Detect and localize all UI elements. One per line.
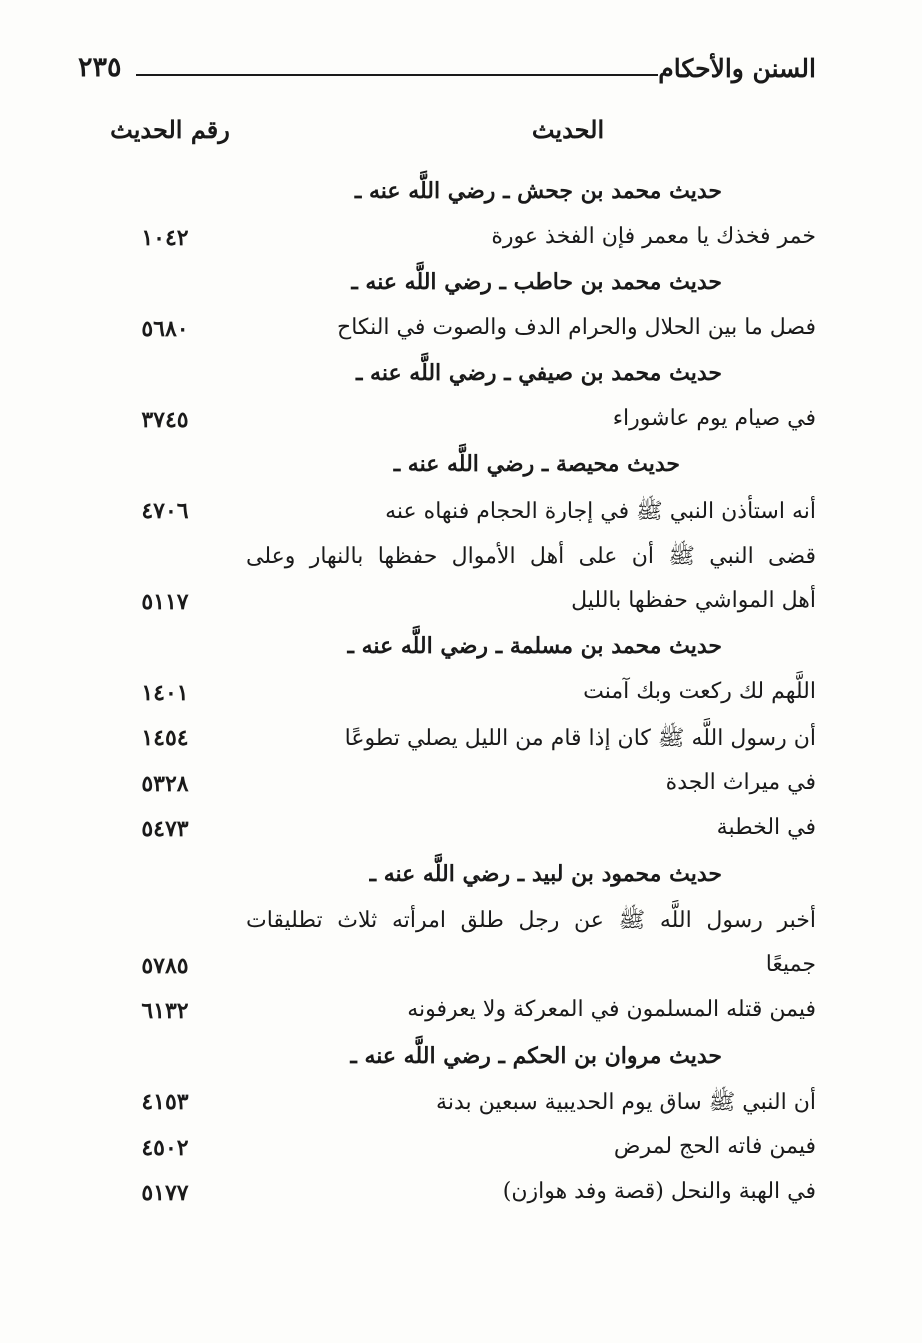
hadith-number: ٤١٥٣ [141,1089,189,1115]
section-heading-text: حديث محمود بن لبيد ـ رضي اللَّه عنه ـ [369,860,722,887]
hadith-number: ٥٤٧٣ [141,816,189,842]
hadith-text: جميعًا [765,951,816,977]
hadith-text: فيمن قتله المسلمون في المعركة ولا يعرفونه [407,997,816,1022]
hadith-text: في الهبة والنحل (قصة وفد هوازن) [502,1179,816,1204]
hadith-number: ٥٧٨٥ [141,952,189,979]
section-heading-text: حديث محمد بن حاطب ـ رضي اللَّه عنه ـ [351,269,722,295]
hadith-number: ١٠٤٢ [141,224,189,251]
running-title: السنن والأحكام [658,54,816,83]
hadith-text: في صيام يوم عاشوراء [612,405,816,431]
hadith-text: أخبر رسول اللَّه ﷺ عن رجل طلق امرأته ثلاث تطليقات [246,908,816,933]
column-header-number: رقم الحديث [110,115,230,144]
column-header-hadith: الحديث [531,115,605,144]
list-item [78,491,816,537]
list-item [78,900,816,946]
hadith-text: فيمن فاته الحج لمرض [613,1133,816,1159]
list-item [78,673,816,719]
hadith-text: أن رسول اللَّه ﷺ كان إذا قام من الليل يصلي تطوعًا [344,726,816,751]
list-item [78,1128,816,1174]
column-headers [78,115,816,155]
section-heading [78,445,816,491]
section-heading [78,354,816,400]
hadith-text: أنه استأذن النبي ﷺ في إجارة الحجام فنهاه عنه [385,498,816,524]
section-heading-text: حديث محيصة ـ رضي اللَّه عنه ـ [393,451,680,477]
hadith-text: في الخطبة [716,815,816,840]
list-item [78,218,816,264]
header-rule [136,74,658,76]
hadith-number: ٥١١٧ [141,588,189,615]
section-heading-text: حديث محمد بن مسلمة ـ رضي اللَّه عنه ـ [347,633,722,659]
list-item [78,764,816,810]
hadith-text: أن النبي ﷺ ساق يوم الحديبية سبعين بدنة [436,1090,816,1115]
list-item [78,991,816,1037]
page-number: ٢٣٥ [78,52,122,83]
hadith-number: ١٤٠١ [141,679,189,706]
page-header [78,52,816,92]
list-item [78,809,816,855]
list-item [78,1082,816,1128]
list-item [78,309,816,355]
hadith-text: أهل المواشي حفظها بالليل [571,587,816,613]
section-heading [78,855,816,901]
section-heading [78,172,816,218]
section-heading-text: حديث محمد بن جحش ـ رضي اللَّه عنه ـ [354,178,722,204]
list-item [78,400,816,446]
section-heading [78,263,816,309]
section-heading [78,627,816,673]
section-heading [78,1037,816,1083]
list-item [78,946,816,992]
hadith-index-list [78,172,816,1219]
hadith-text: فصل ما بين الحلال والحرام الدف والصوت في النكاح [337,314,816,340]
hadith-number: ٣٧٤٥ [141,406,189,433]
hadith-number: ٥٦٨٠ [141,315,189,342]
hadith-number: ٤٧٠٦ [141,497,189,524]
hadith-text: اللَّهم لك ركعت وبك آمنت [583,678,816,704]
hadith-number: ١٤٥٤ [141,725,189,751]
list-item [78,582,816,628]
hadith-number: ٥٣٢٨ [141,770,189,797]
hadith-text: قضى النبي ﷺ أن على أهل الأموال حفظها بالنهار وعلى [246,544,816,569]
list-item [78,718,816,764]
section-heading-text: حديث محمد بن صيفي ـ رضي اللَّه عنه ـ [355,360,722,386]
section-heading-text: حديث مروان بن الحكم ـ رضي اللَّه عنه ـ [350,1042,722,1069]
list-item [78,536,816,582]
hadith-number: ٦١٣٢ [141,998,189,1024]
hadith-text: خمر فخذك يا معمر فإن الفخذ عورة [491,223,816,249]
hadith-number: ٥١٧٧ [141,1180,189,1206]
hadith-number: ٤٥٠٢ [141,1134,189,1161]
list-item [78,1173,816,1219]
hadith-text: في ميراث الجدة [665,769,816,795]
